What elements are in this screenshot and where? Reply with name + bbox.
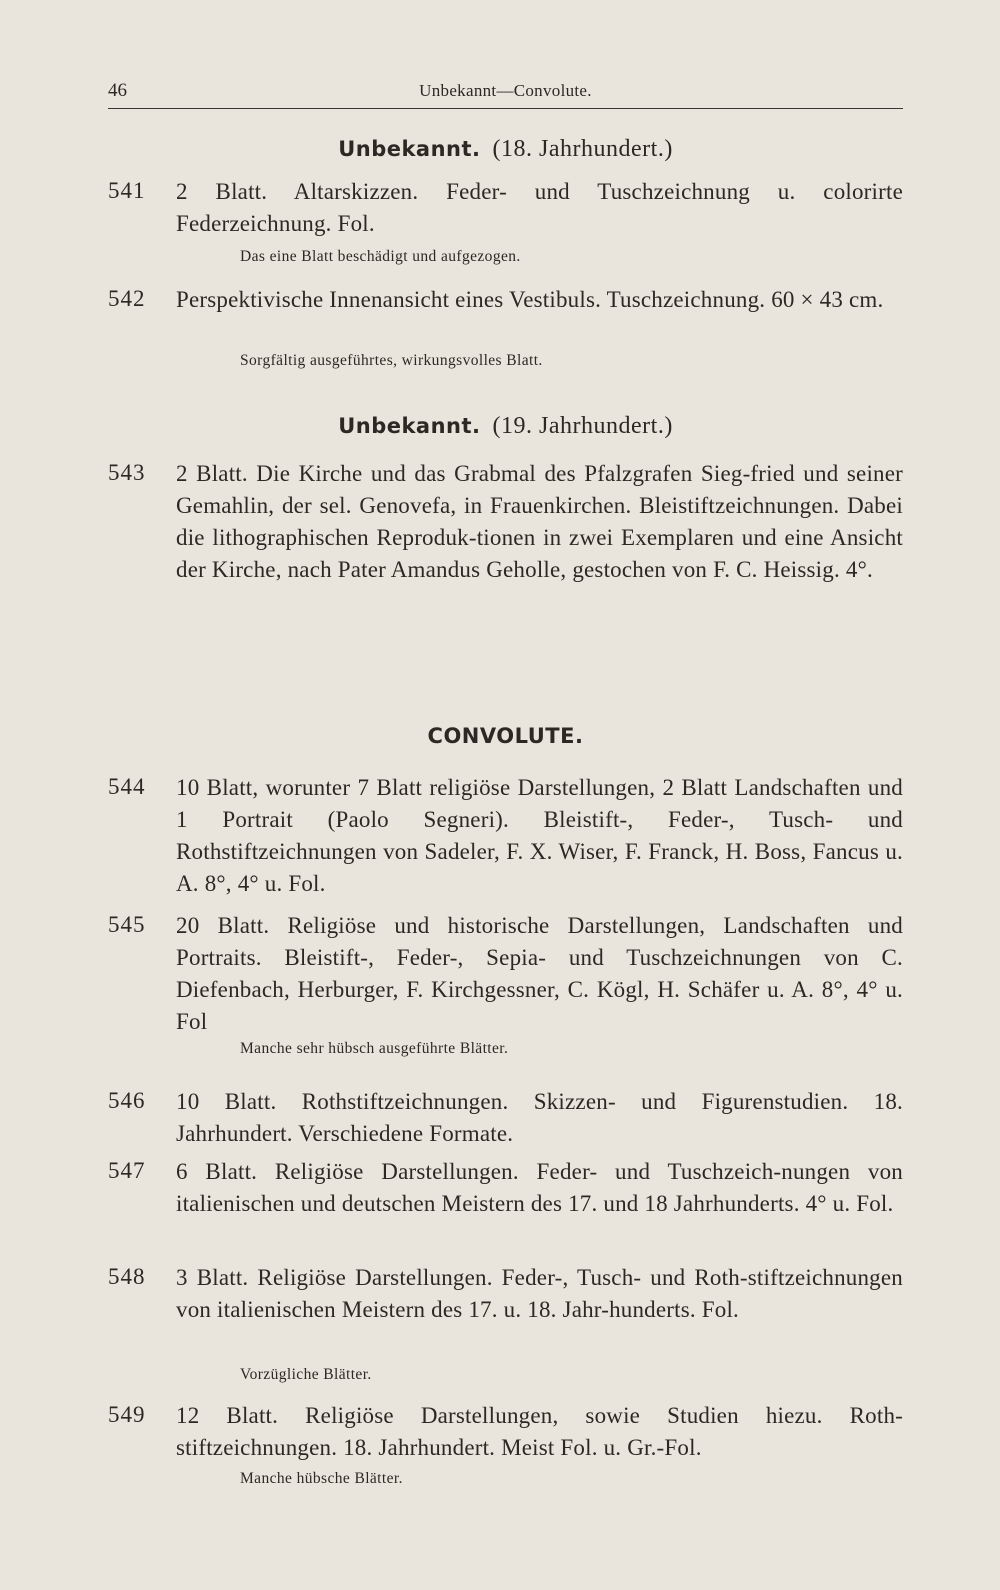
lot-number: 549 bbox=[108, 1402, 146, 1427]
lot-number: 544 bbox=[108, 774, 146, 799]
section-title: CONVOLUTE. bbox=[427, 724, 584, 748]
entry-description: 2 Blatt. Altarskizzen. Feder- und Tuschzeichnung u. colorirte Federzeichnung. Fol. bbox=[176, 179, 903, 236]
section-heading-18th-century bbox=[108, 136, 903, 163]
section-period: (19. Jahrhundert.) bbox=[492, 413, 673, 439]
page-number: 46 bbox=[108, 80, 127, 101]
entry-note: Manche hübsche Blätter. bbox=[240, 1470, 403, 1487]
entry-description: 2 Blatt. Die Kirche und das Grabmal des Pfalzgrafen Sieg-fried und seiner Gemahlin, der sel. Genovefa, in Frauenkirchen. Bleistiftzeichnungen. Dabei die lithographischen Reproduk-tionen in zwei Exemplaren und eine Ansicht der Kirche, nach Pater Amandus Geholle, gestochen von F. C. Heissig. 4°. bbox=[176, 461, 903, 582]
running-head bbox=[108, 80, 903, 104]
lot-number: 545 bbox=[108, 912, 146, 937]
entry-description: 20 Blatt. Religiöse und historische Darstellungen, Landschaften und Portraits. Bleistift-, Feder-, Sepia- und Tuschzeichnungen von C. Diefenbach, Herburger, F. Kirchgessner, C. Kögl, H. Schäfer u. A. 8°, 4° u. Fol bbox=[176, 913, 903, 1034]
section-name: Unbekannt. bbox=[338, 414, 481, 438]
entry-description: 3 Blatt. Religiöse Darstellungen. Feder-, Tusch- und Roth-stiftzeichnungen von italienischen Meistern des 17. u. 18. Jahr-hunderts. Fol. bbox=[176, 1265, 903, 1322]
lot-number: 541 bbox=[108, 178, 146, 203]
entry-note: Vorzügliche Blätter. bbox=[240, 1366, 372, 1383]
running-title: Unbekannt—Convolute. bbox=[419, 81, 592, 100]
entry-description: 10 Blatt. Rothstiftzeichnungen. Skizzen- und Figurenstudien. 18. Jahrhundert. Verschiedene Formate. bbox=[176, 1089, 903, 1146]
lot-number: 548 bbox=[108, 1264, 146, 1289]
entry-note: Das eine Blatt beschädigt und aufgezogen. bbox=[240, 248, 521, 265]
entry-note: Sorgfältig ausgeführtes, wirkungsvolles Blatt. bbox=[240, 352, 543, 369]
entry-description: 6 Blatt. Religiöse Darstellungen. Feder- und Tuschzeich-nungen von italienischen und deutschen Meistern des 17. und 18 Jahrhunderts. 4° u. Fol. bbox=[176, 1159, 903, 1216]
entry-description: Perspektivische Innenansicht eines Vestibuls. Tuschzeichnung. 60 × 43 cm. bbox=[176, 287, 884, 312]
section-heading-19th-century bbox=[108, 413, 903, 440]
lot-number: 547 bbox=[108, 1158, 146, 1183]
lot-number: 542 bbox=[108, 286, 146, 311]
section-name: Unbekannt. bbox=[338, 137, 481, 161]
entry-description: 10 Blatt, worunter 7 Blatt religiöse Darstellungen, 2 Blatt Landschaften und 1 Portrait (Paolo Segneri). Bleistift-, Feder-, Tusch- und Rothstiftzeichnungen von Sadeler, F. X. Wiser, F. Franck, H. Boss, Fancus u. A. 8°, 4° u. Fol. bbox=[176, 775, 903, 896]
lot-number: 546 bbox=[108, 1088, 146, 1113]
section-heading-convolute bbox=[108, 723, 903, 750]
lot-number: 543 bbox=[108, 460, 146, 485]
entry-description: 12 Blatt. Religiöse Darstellungen, sowie Studien hiezu. Roth-stiftzeichnungen. 18. Jahrhundert. Meist Fol. u. Gr.-Fol. bbox=[176, 1403, 903, 1460]
header-rule bbox=[108, 108, 903, 109]
entry-note: Manche sehr hübsch ausgeführte Blätter. bbox=[240, 1040, 509, 1057]
section-period: (18. Jahrhundert.) bbox=[492, 136, 673, 162]
